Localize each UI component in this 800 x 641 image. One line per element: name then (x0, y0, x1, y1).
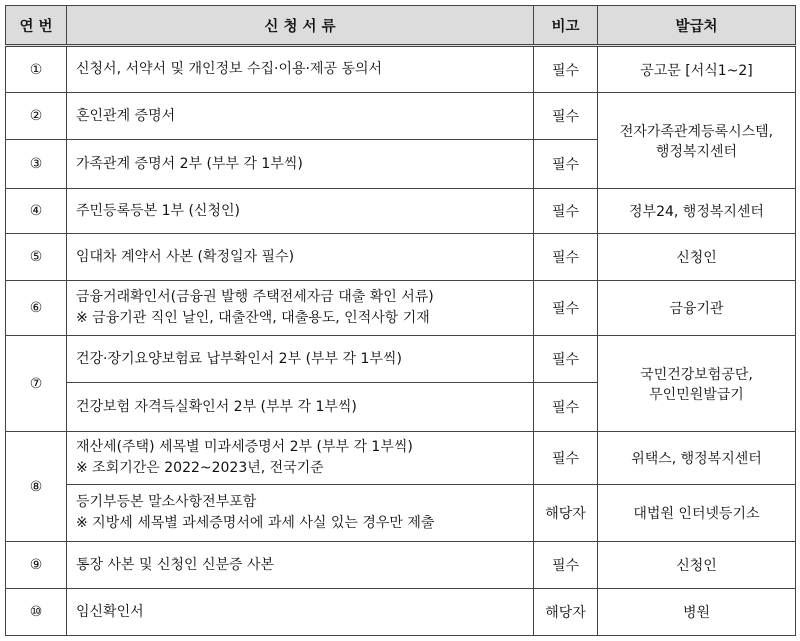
table-row (6, 46, 796, 93)
table-row (6, 589, 796, 636)
note-cell: 필수 (534, 46, 598, 93)
note-cell: 필수 (534, 542, 598, 589)
table-row (6, 281, 796, 336)
issuer-cell: 위택스, 행정복지센터 (598, 432, 796, 485)
note-cell: 필수 (534, 140, 598, 189)
note-cell: 해당자 (534, 485, 598, 542)
document-name: 임신확인서 (67, 589, 534, 636)
issuer-cell: 신청인 (598, 542, 796, 589)
header-row (6, 6, 796, 46)
documents-table (5, 5, 796, 636)
row-number: ⑥ (6, 281, 67, 336)
document-remark: ※ 금융기관 직인 날인, 대출잔액, 대출용도, 인적사항 기재 (76, 310, 430, 326)
row-number: ⑤ (6, 234, 67, 281)
document-name (67, 281, 534, 336)
document-name: 주민등록등본 1부 (신청인) (67, 189, 534, 234)
issuer-cell: 신청인 (598, 234, 796, 281)
issuer-line: 행정복지센터 (655, 143, 738, 160)
issuer-line: 전자가족관계등록시스템, (619, 123, 774, 140)
issuer-line: 무인민원발급기 (649, 386, 744, 403)
note-cell: 필수 (534, 189, 598, 234)
note-cell: 필수 (534, 93, 598, 140)
document-line: 재산세(주택) 세목별 미과세증명서 2부 (부부 각 1부씩) (76, 439, 413, 455)
table-row (6, 189, 796, 234)
note-cell: 필수 (534, 234, 598, 281)
issuer-cell (598, 93, 796, 189)
document-name: 건강보험 자격득실확인서 2부 (부부 각 1부씩) (67, 383, 534, 432)
table-row (6, 542, 796, 589)
header-no: 연 번 (6, 6, 67, 46)
document-name: 신청서, 서약서 및 개인정보 수집·이용·제공 동의서 (67, 46, 534, 93)
row-number: ⑩ (6, 589, 67, 636)
note-cell: 필수 (534, 383, 598, 432)
note-cell: 필수 (534, 336, 598, 383)
note-cell: 해당자 (534, 589, 598, 636)
document-line: 금융거래확인서(금융권 발행 주택전세자금 대출 확인 서류) (76, 289, 434, 305)
row-number: ⑦ (6, 336, 67, 432)
row-number: ① (6, 46, 67, 93)
document-line: 등기부등본 말소사항전부포함 (76, 494, 257, 510)
document-name: 가족관계 증명서 2부 (부부 각 1부씩) (67, 140, 534, 189)
note-cell: 필수 (534, 432, 598, 485)
issuer-cell: 정부24, 행정복지센터 (598, 189, 796, 234)
row-number: ④ (6, 189, 67, 234)
row-number: ② (6, 93, 67, 140)
row-number: ⑧ (6, 432, 67, 542)
document-name (67, 432, 534, 485)
note-cell: 필수 (534, 281, 598, 336)
row-number: ⑨ (6, 542, 67, 589)
table-row (6, 485, 796, 542)
issuer-cell: 금융기관 (598, 281, 796, 336)
header-documents: 신 청 서 류 (67, 6, 534, 46)
table-row (6, 93, 796, 140)
issuer-cell: 병원 (598, 589, 796, 636)
issuer-cell: 대법원 인터넷등기소 (598, 485, 796, 542)
header-note: 비고 (534, 6, 598, 46)
document-name (67, 485, 534, 542)
document-name: 통장 사본 및 신청인 신분증 사본 (67, 542, 534, 589)
document-remark: ※ 조회기간은 2022~2023년, 전국기준 (76, 460, 324, 476)
issuer-line: 국민건강보험공단, (640, 366, 753, 383)
table-row (6, 432, 796, 485)
document-remark: ※ 지방세 세목별 과세증명서에 과세 사실 있는 경우만 제출 (76, 515, 435, 531)
document-name: 건강·장기요양보험료 납부확인서 2부 (부부 각 1부씩) (67, 336, 534, 383)
row-number: ③ (6, 140, 67, 189)
documents-table-wrapper (5, 5, 795, 636)
issuer-cell (598, 336, 796, 432)
issuer-cell: 공고문 [서식1~2] (598, 46, 796, 93)
document-name: 혼인관계 증명서 (67, 93, 534, 140)
table-row (6, 234, 796, 281)
header-issuer: 발급처 (598, 6, 796, 46)
table-row (6, 336, 796, 383)
document-name: 임대차 계약서 사본 (확정일자 필수) (67, 234, 534, 281)
